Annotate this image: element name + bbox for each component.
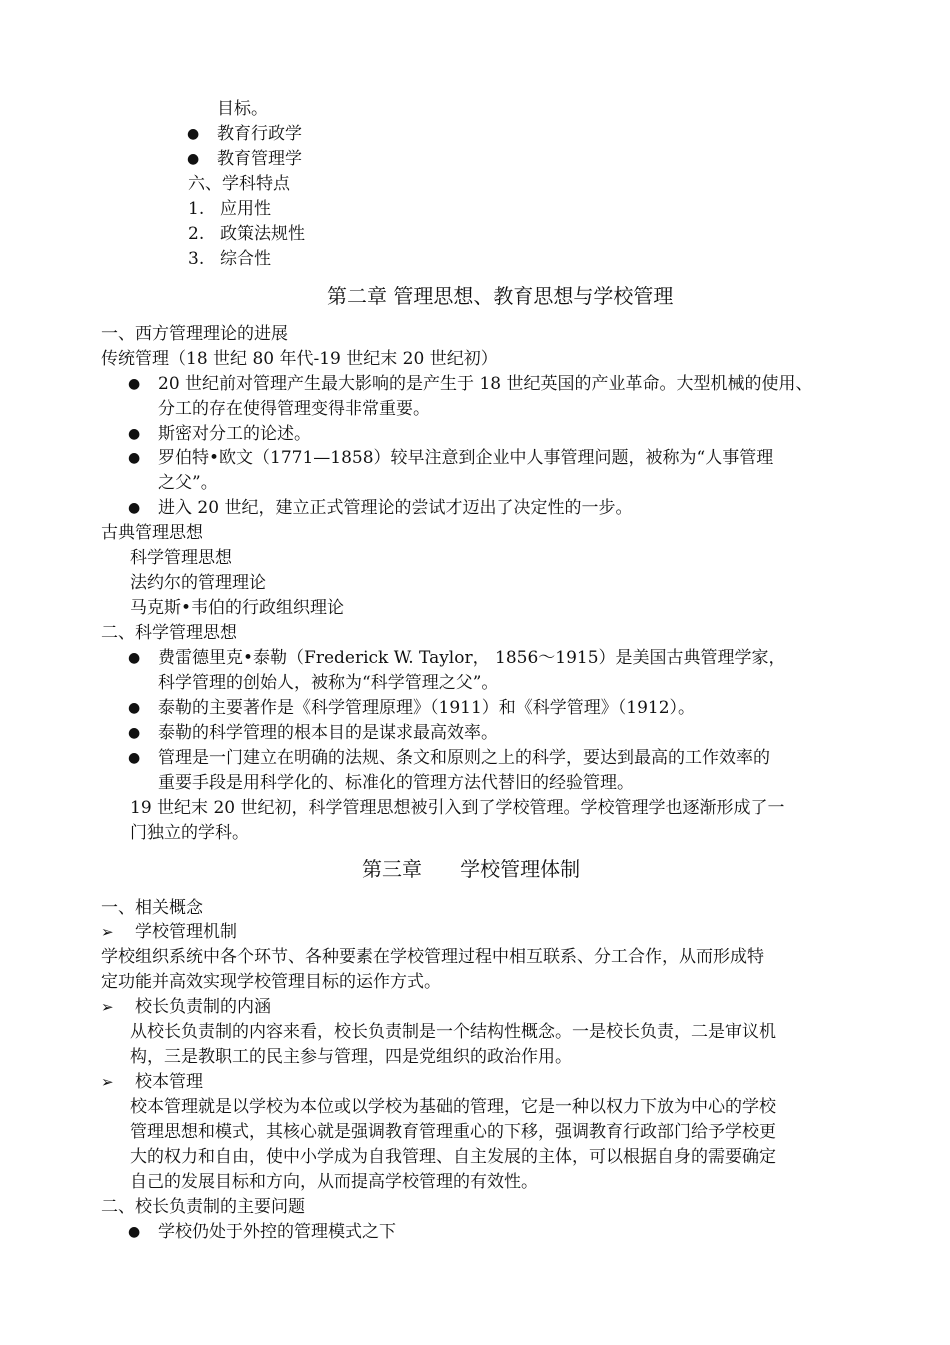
bullet-continuation: 重要手段是用科学化的、标准化的管理方法代替旧的经验管理。 [158, 773, 634, 793]
text-line: 目标。 [217, 99, 268, 119]
item-number: 2. [188, 224, 205, 244]
bullet-item: ● 学校仍处于外控的管理模式之下 [158, 1220, 396, 1245]
list-item: 科学管理思想 [130, 548, 232, 568]
arrow-item: ➢ 学校管理机制 [135, 920, 237, 945]
section-heading: 一、相关概念 [101, 898, 203, 918]
paragraph: 校本管理就是以学校为本位或以学校为基础的管理，它是一种以权力下放为中心的学校 [130, 1097, 776, 1117]
paragraph: 门独立的学科。 [130, 823, 249, 843]
bullet-continuation: 分工的存在使得管理变得非常重要。 [158, 399, 430, 419]
arrow-item: ➢ 校本管理 [135, 1070, 203, 1095]
section-heading: 六、学科特点 [188, 174, 290, 194]
list-item: ● 教育行政学 [217, 122, 302, 147]
paragraph: 定功能并高效实现学校管理目标的运作方式。 [101, 972, 441, 992]
paragraph: 学校组织系统中各个环节、各种要素在学校管理过程中相互联系、分工合作，从而形成特 [101, 947, 764, 967]
subsection-heading: 古典管理思想 [101, 523, 203, 543]
section-heading: 二、科学管理思想 [101, 623, 237, 643]
paragraph: 大的权力和自由，使中小学成为自我管理、自主发展的主体，可以根据自身的需要确定 [130, 1147, 776, 1167]
bullet-item: ● 20 世纪前对管理产生最大影响的是产生于 18 世纪英国的产业革命。大型机械的使用、 [158, 372, 812, 397]
paragraph: 自己的发展目标和方向，从而提高学校管理的有效性。 [130, 1172, 538, 1192]
item-text: 综合性 [220, 249, 271, 269]
arrow-item: ➢ 校长负责制的内涵 [135, 995, 271, 1020]
section-heading: 一、西方管理理论的进展 [101, 324, 288, 344]
bullet-item: ● 斯密对分工的论述。 [158, 422, 311, 447]
bullet-item: ● 罗伯特•欧文（1771—1858）较早注意到企业中人事管理问题，被称为“人事管理 [158, 446, 773, 471]
bullet-item: ● 费雷德里克•泰勒（Frederick W. Taylor， 1856～1915）是美国古典管理学家， [158, 646, 786, 671]
paragraph: 管理思想和模式，其核心就是强调教育管理重心的下移，强调教育行政部门给予学校更 [130, 1122, 776, 1142]
item-text: 应用性 [220, 199, 271, 219]
paragraph: 构，三是教职工的民主参与管理，四是党组织的政治作用。 [130, 1047, 572, 1067]
paragraph: 19 世纪末 20 世纪初，科学管理思想被引入到了学校管理。学校管理学也逐渐形成了一 [130, 798, 785, 818]
bullet-item: ● 泰勒的主要著作是《科学管理原理》（1911）和《科学管理》（1912）。 [158, 696, 695, 721]
chapter-title: 第二章 管理思想、教育思想与学校管理 [327, 284, 674, 308]
list-item: ● 教育管理学 [217, 147, 302, 172]
bullet-continuation: 之父”。 [158, 473, 218, 493]
bullet-item: ● 泰勒的科学管理的根本目的是谋求最高效率。 [158, 721, 498, 746]
list-item: 马克斯•韦伯的行政组织理论 [130, 598, 345, 618]
subsection-heading: 传统管理（18 世纪 80 年代-19 世纪末 20 世纪初） [101, 349, 498, 369]
item-text: 政策法规性 [220, 224, 305, 244]
bullet-item: ● 进入 20 世纪，建立正式管理论的尝试才迈出了决定性的一步。 [158, 496, 632, 521]
bullet-continuation: 科学管理的创始人，被称为“科学管理之父”。 [158, 673, 499, 693]
bullet-item: ● 管理是一门建立在明确的法规、条文和原则之上的科学，要达到最高的工作效率的 [158, 746, 770, 771]
paragraph: 从校长负责制的内容来看，校长负责制是一个结构性概念。一是校长负责，二是审议机 [130, 1022, 776, 1042]
chapter-title: 第三章 学校管理体制 [362, 857, 581, 881]
list-item: 法约尔的管理理论 [130, 573, 266, 593]
item-number: 1. [188, 199, 205, 219]
item-number: 3. [188, 249, 205, 269]
section-heading: 二、校长负责制的主要问题 [101, 1197, 305, 1217]
